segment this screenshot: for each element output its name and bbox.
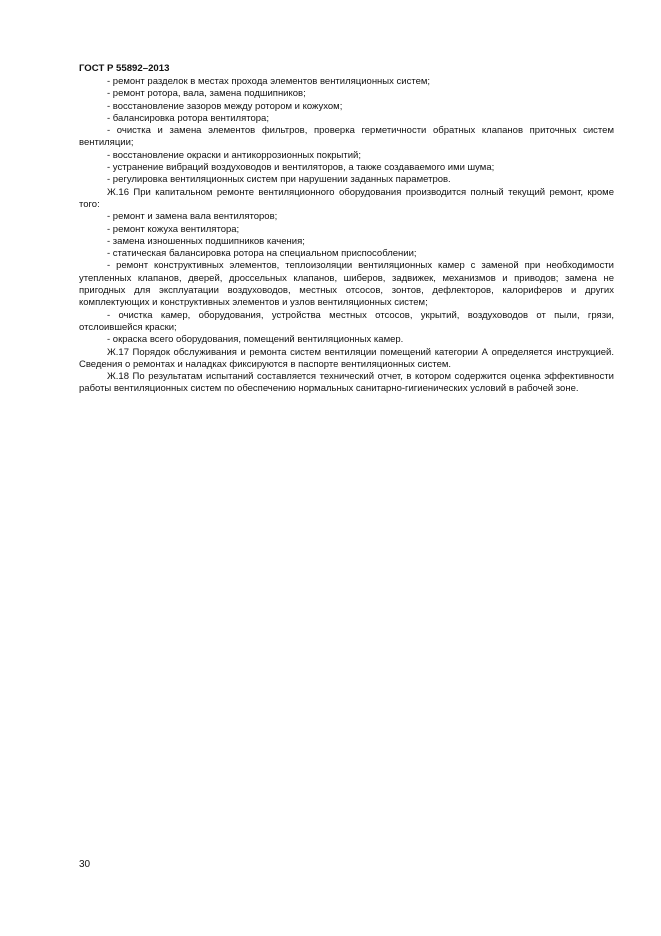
paragraph: Ж.17 Порядок обслуживания и ремонта систем вентиляции помещений категории А определяется инструкцией. Сведения о ремонтах и наладках фиксируются в паспорте вентиляционных систем. [79,346,614,370]
paragraph: - ремонт ротора, вала, замена подшипников; [107,88,306,100]
paragraph: - очистка и замена элементов фильтров, проверка герметичности обратных клапанов приточных систем вентиляции; [79,125,614,149]
paragraph: - окраска всего оборудования, помещений вентиляционных камер. [107,334,404,346]
paragraph: - замена изношенных подшипников качения; [107,235,305,247]
paragraph: - балансировка ротора вентилятора; [107,112,269,124]
paragraph: - ремонт кожуха вентилятора; [107,223,240,235]
document-body [79,76,614,396]
paragraph: - ремонт конструктивных элементов, теплоизоляции вентиляционных камер с заменой при необходимости утепленных клапанов, дверей, дроссельных клапанов, шиберов, задвижек, механизмов и приводов; замена не пригодных для эксплуатации воздуховодов, местных отсосов, зонтов, дефлекторов, калориферов и других комплектующих и конструктивных элементов и узлов вентиляционных систем; [79,260,614,309]
paragraph: - статическая балансировка ротора на специальном приспособлении; [107,248,417,260]
page-number: 30 [79,859,91,870]
paragraph: - восстановление окраски и антикоррозионных покрытий; [107,149,361,161]
paragraph: - ремонт и замена вала вентиляторов; [107,211,278,223]
paragraph: - восстановление зазоров между ротором и кожухом; [107,100,343,112]
paragraph: - ремонт разделок в местах прохода элементов вентиляционных систем; [107,76,431,87]
paragraph: - устранение вибраций воздуховодов и вентиляторов, а также создаваемого ими шума; [107,162,495,174]
paragraph: Ж.16 При капитальном ремонте вентиляционного оборудования производится полный текущий ремонт, кроме того: [79,186,614,210]
paragraph: - регулировка вентиляционных систем при нарушении заданных параметров. [107,174,451,186]
paragraph: Ж.18 По результатам испытаний составляется технический отчет, в котором содержится оценка эффективности работы вентиляционных систем по обеспечению нормальных санитарно-гигиенических условий в рабочей зоне. [79,371,614,395]
document-header: ГОСТ Р 55892–2013 [79,63,170,74]
paragraph: - очистка камер, оборудования, устройства местных отсосов, укрытий, воздуховодов от пыли, грязи, отслоившейся краски; [79,309,614,333]
